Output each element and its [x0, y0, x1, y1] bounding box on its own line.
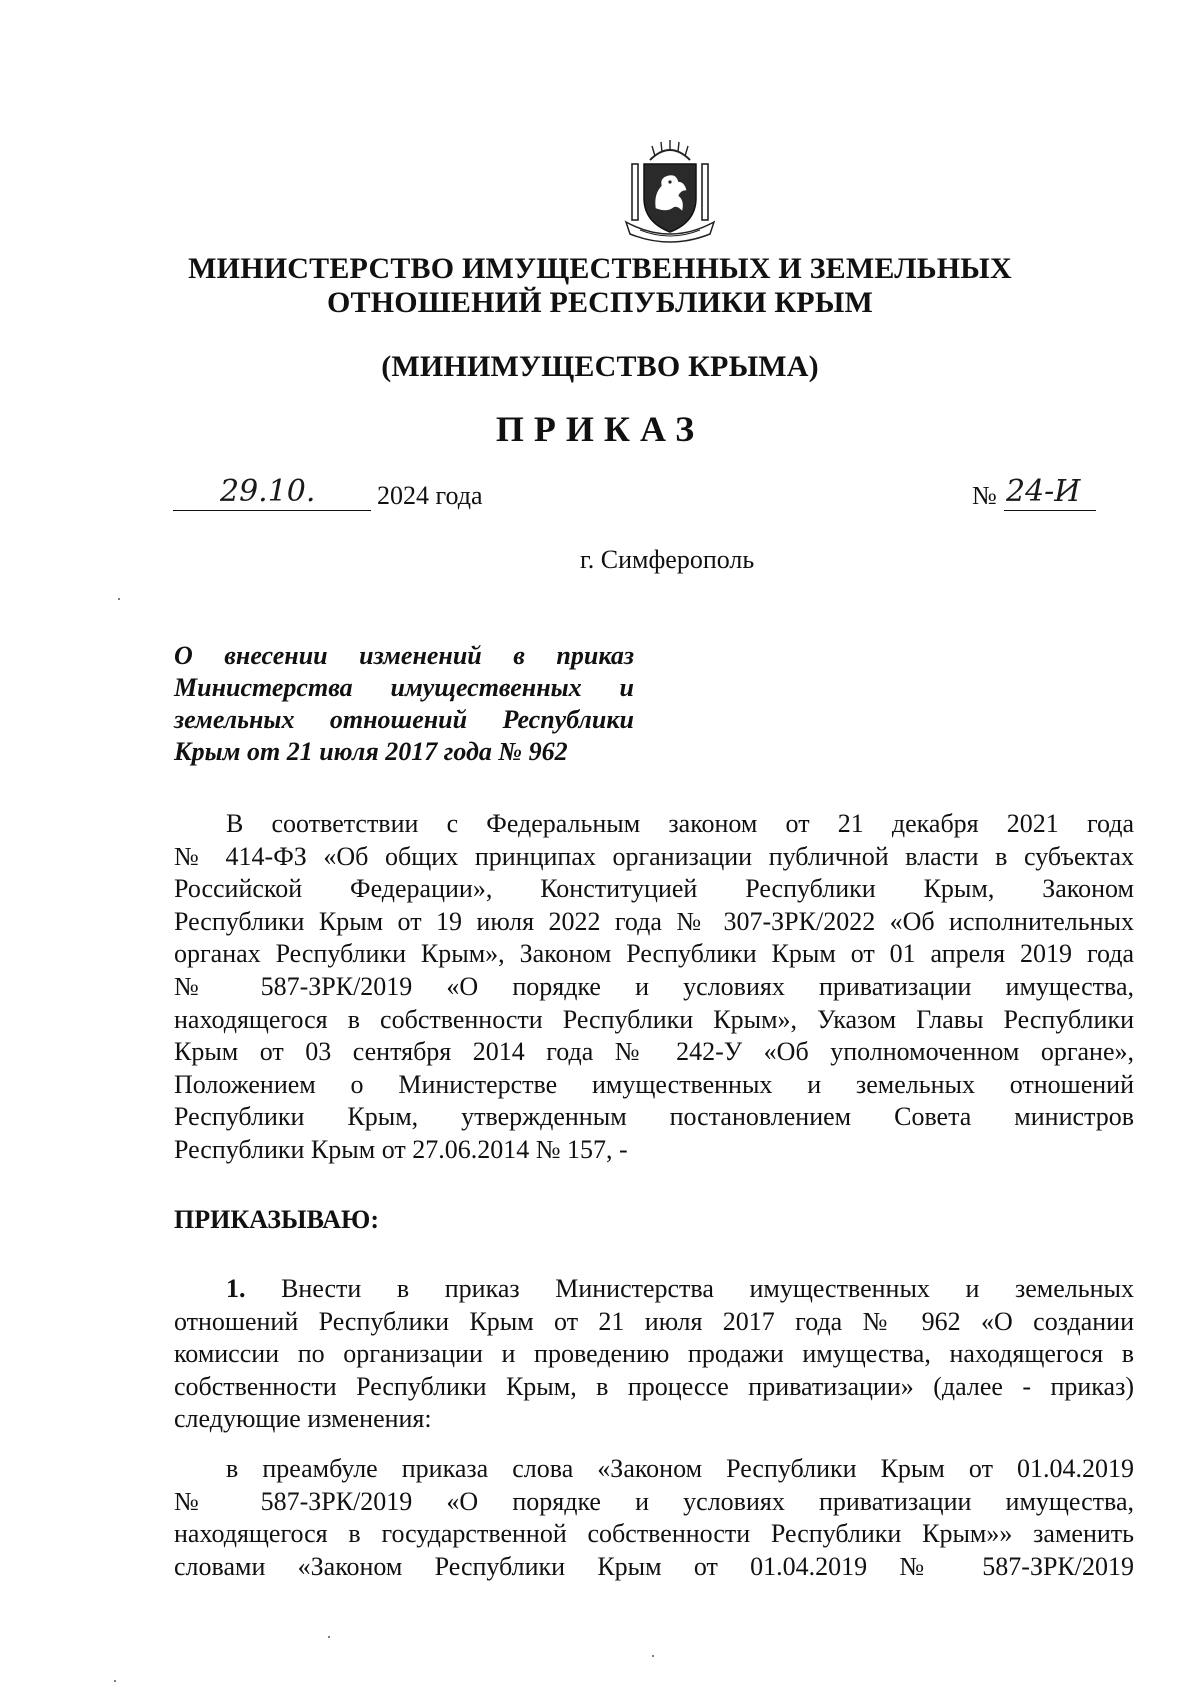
subject-line: Крым от 21 июля 2017 года № 962: [174, 737, 568, 766]
item1-number: 1.: [226, 1274, 246, 1303]
item1-line: собственности Республики Крым, в процессе приватизации» (далее - приказ): [174, 1371, 1134, 1401]
org-name-line1: МИНИСТЕРСТВО ИМУЩЕСТВЕННЫХ И ЗЕМЕЛЬНЫХ: [188, 252, 1012, 285]
subject-line: О внесении изменений в приказ: [174, 641, 634, 670]
handwritten-number: 24-И: [1006, 474, 1081, 509]
subject-line: земельных отношений Республики: [174, 705, 634, 734]
preamble-line: органах Республики Крым», Законом Республики Крым от 01 апреля 2019 года: [174, 939, 1134, 969]
org-name-line2: ОТНОШЕНИЙ РЕСПУБЛИКИ КРЫМ: [326, 286, 874, 319]
item1-sub-line: в преамбуле приказа слова «Законом Республики Крым от 01.04.2019: [226, 1454, 1134, 1483]
item1-sub-line: № 587-ЗРК/2019 «О порядке и условиях приватизации имущества,: [174, 1486, 1134, 1516]
preamble-line: Российской Федерации», Конституцией Республики Крым, Законом: [174, 874, 1134, 904]
subject-line: Министерства имущественных и: [174, 673, 634, 702]
scan-speck: [328, 1636, 330, 1638]
item1-sub-paragraph: [174, 1453, 1134, 1583]
preamble-line: № 414-ФЗ «Об общих принципах организации публичной власти в субъектах: [174, 841, 1134, 871]
preamble-line: Республики Крым, утвержденным постановлением Совета министров: [174, 1102, 1134, 1132]
org-short-name: (МИНИМУЩЕСТВО КРЫМА): [381, 350, 819, 383]
preamble-paragraph: [174, 808, 1134, 1167]
handwritten-date: 29.10.: [220, 474, 316, 509]
item1-sub-line: словами «Законом Республики Крым от 01.04.2019 № 587-ЗРК/2019: [174, 1551, 1134, 1581]
city: г. Симферополь: [580, 545, 755, 574]
document-title: ПРИКАЗ: [495, 409, 705, 449]
order-word: ПРИКАЗЫВАЮ:: [174, 1205, 379, 1234]
coat-of-arms-icon: [620, 138, 720, 246]
subject-block: [174, 640, 634, 768]
item1-sub-line: находящегося в государственной собственности Республики Крым»» заменить: [174, 1519, 1134, 1549]
preamble-line: В соответствии с Федеральным законом от 21 декабря 2021 года: [226, 809, 1134, 838]
preamble-line: № 587-ЗРК/2019 «О порядке и условиях приватизации имущества,: [174, 971, 1134, 1001]
scan-speck: [114, 1680, 116, 1682]
item1-line: комиссии по организации и проведению продажи имущества, находящегося в: [174, 1339, 1134, 1369]
preamble-line: Республики Крым от 19 июля 2022 года № 307-ЗРК/2022 «Об исполнительных: [174, 906, 1134, 936]
preamble-line: Республики Крым от 27.06.2014 № 157, -: [174, 1134, 628, 1164]
item1-line: отношений Республики Крым от 21 июля 2017 года № 962 «О создании: [174, 1306, 1134, 1336]
number-label: №: [972, 481, 997, 510]
item1-first-line-text: Внести в приказ Министерства имущественных и земельных: [281, 1274, 1134, 1303]
item1-paragraph: [174, 1273, 1134, 1436]
year-text: 2024 года: [377, 481, 483, 510]
item1-line: следующие изменения:: [174, 1404, 432, 1434]
scan-speck: [118, 598, 120, 600]
item1-first-line: [174, 1273, 1134, 1306]
preamble-line: Крым от 03 сентября 2014 года № 242-У «Об уполномоченном органе»,: [174, 1037, 1134, 1067]
preamble-line: Положением о Министерстве имущественных и земельных отношений: [174, 1069, 1134, 1099]
scan-speck: [652, 1655, 654, 1657]
preamble-line: находящегося в собственности Республики Крым», Указом Главы Республики: [174, 1004, 1134, 1034]
